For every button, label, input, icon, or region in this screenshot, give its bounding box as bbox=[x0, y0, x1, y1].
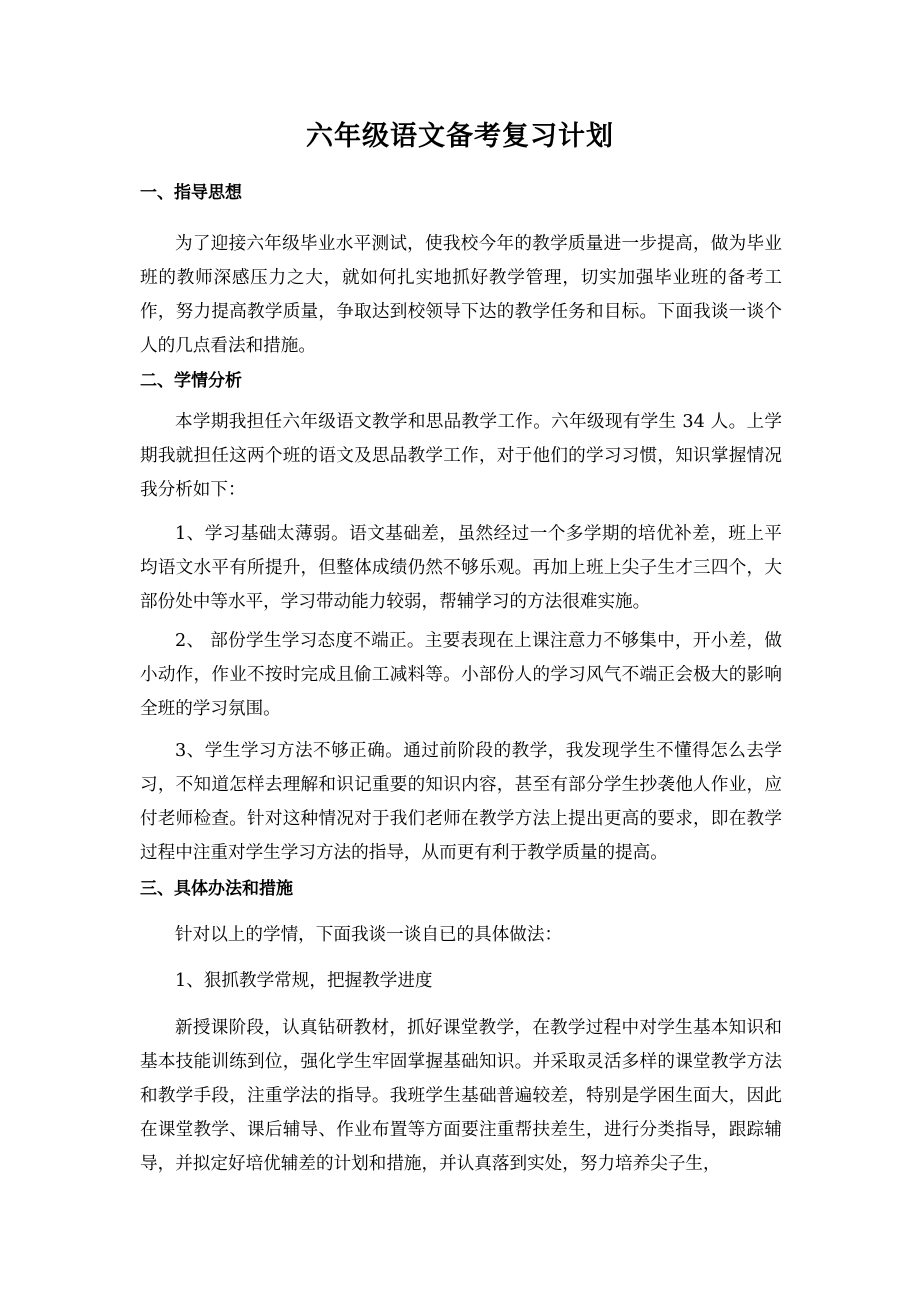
section-heading-measures: 三、具体办法和措施 bbox=[140, 879, 293, 899]
paragraph-teaching-routine: 1、狠抓教学常规，把握教学进度 bbox=[175, 971, 433, 991]
paragraph-learning-methods: 3、学生学习方法不够正确。通过前阶段的教学，我发现学生不懂得怎么去学习，不知道怎样去理解和识记重要的知识内容，甚至有部分学生抄袭他人作业，应付老师检查。针对这种情况对于我们老师在教学方法上提出更高的要求，即在教学过程中注重对学生学习方法的指导，从而更有利于教学质量的提高。 bbox=[140, 741, 782, 863]
section-heading-guiding-ideology: 一、指导思想 bbox=[140, 183, 242, 203]
paragraph-student-overview: 本学期我担任六年级语文教学和思品教学工作。六年级现有学生 34 人。上学期我就担任这两个班的语文及思品教学工作，对于他们的学习习惯，知识掌握情况我分析如下： bbox=[140, 412, 782, 500]
paragraph-weak-foundation: 1、学习基础太薄弱。语文基础差，虽然经过一个多学期的培优补差，班上平均语文水平有所提升，但整体成绩仍然不够乐观。再加上班上尖子生才三四个，大部份处中等水平，学习带动能力较弱，帮辅学习的方法很难实施。 bbox=[140, 524, 782, 612]
section-heading-student-analysis: 二、学情分析 bbox=[140, 371, 242, 391]
paragraph-learning-attitude: 2、 部份学生学习态度不端正。主要表现在上课注意力不够集中，开小差，做小动作，作业不按时完成且偷工减料等。小部份人的学习风气不端正会极大的影响全班的学习氛围。 bbox=[140, 631, 782, 719]
paragraph-guiding-ideology: 为了迎接六年级毕业水平测试，使我校今年的教学质量进一步提高，做为毕业班的教师深感压力之大，就如何扎实地抓好教学管理，切实加强毕业班的备考工作，努力提高教学质量，争取达到校领导下达的教学任务和目标。下面我谈一谈个人的几点看法和措施。 bbox=[140, 234, 782, 356]
document-title: 六年级语文备考复习计划 bbox=[306, 121, 614, 152]
paragraph-new-lessons: 新授课阶段，认真钻研教材，抓好课堂教学，在教学过程中对学生基本知识和基本技能训练到位，强化学生牢固掌握基础知识。并采取灵活多样的课堂教学方法和教学手段，注重学法的指导。我班学生基础普遍较差，特别是学困生面大，因此在课堂教学、课后辅导、作业布置等方面要注重帮扶差生，进行分类指导，跟踪辅导，并拟定好培优辅差的计划和措施，并认真落到实处，努力培养尖子生， bbox=[140, 1018, 782, 1174]
paragraph-measures-intro: 针对以上的学情，下面我谈一谈自已的具体做法： bbox=[175, 925, 563, 945]
